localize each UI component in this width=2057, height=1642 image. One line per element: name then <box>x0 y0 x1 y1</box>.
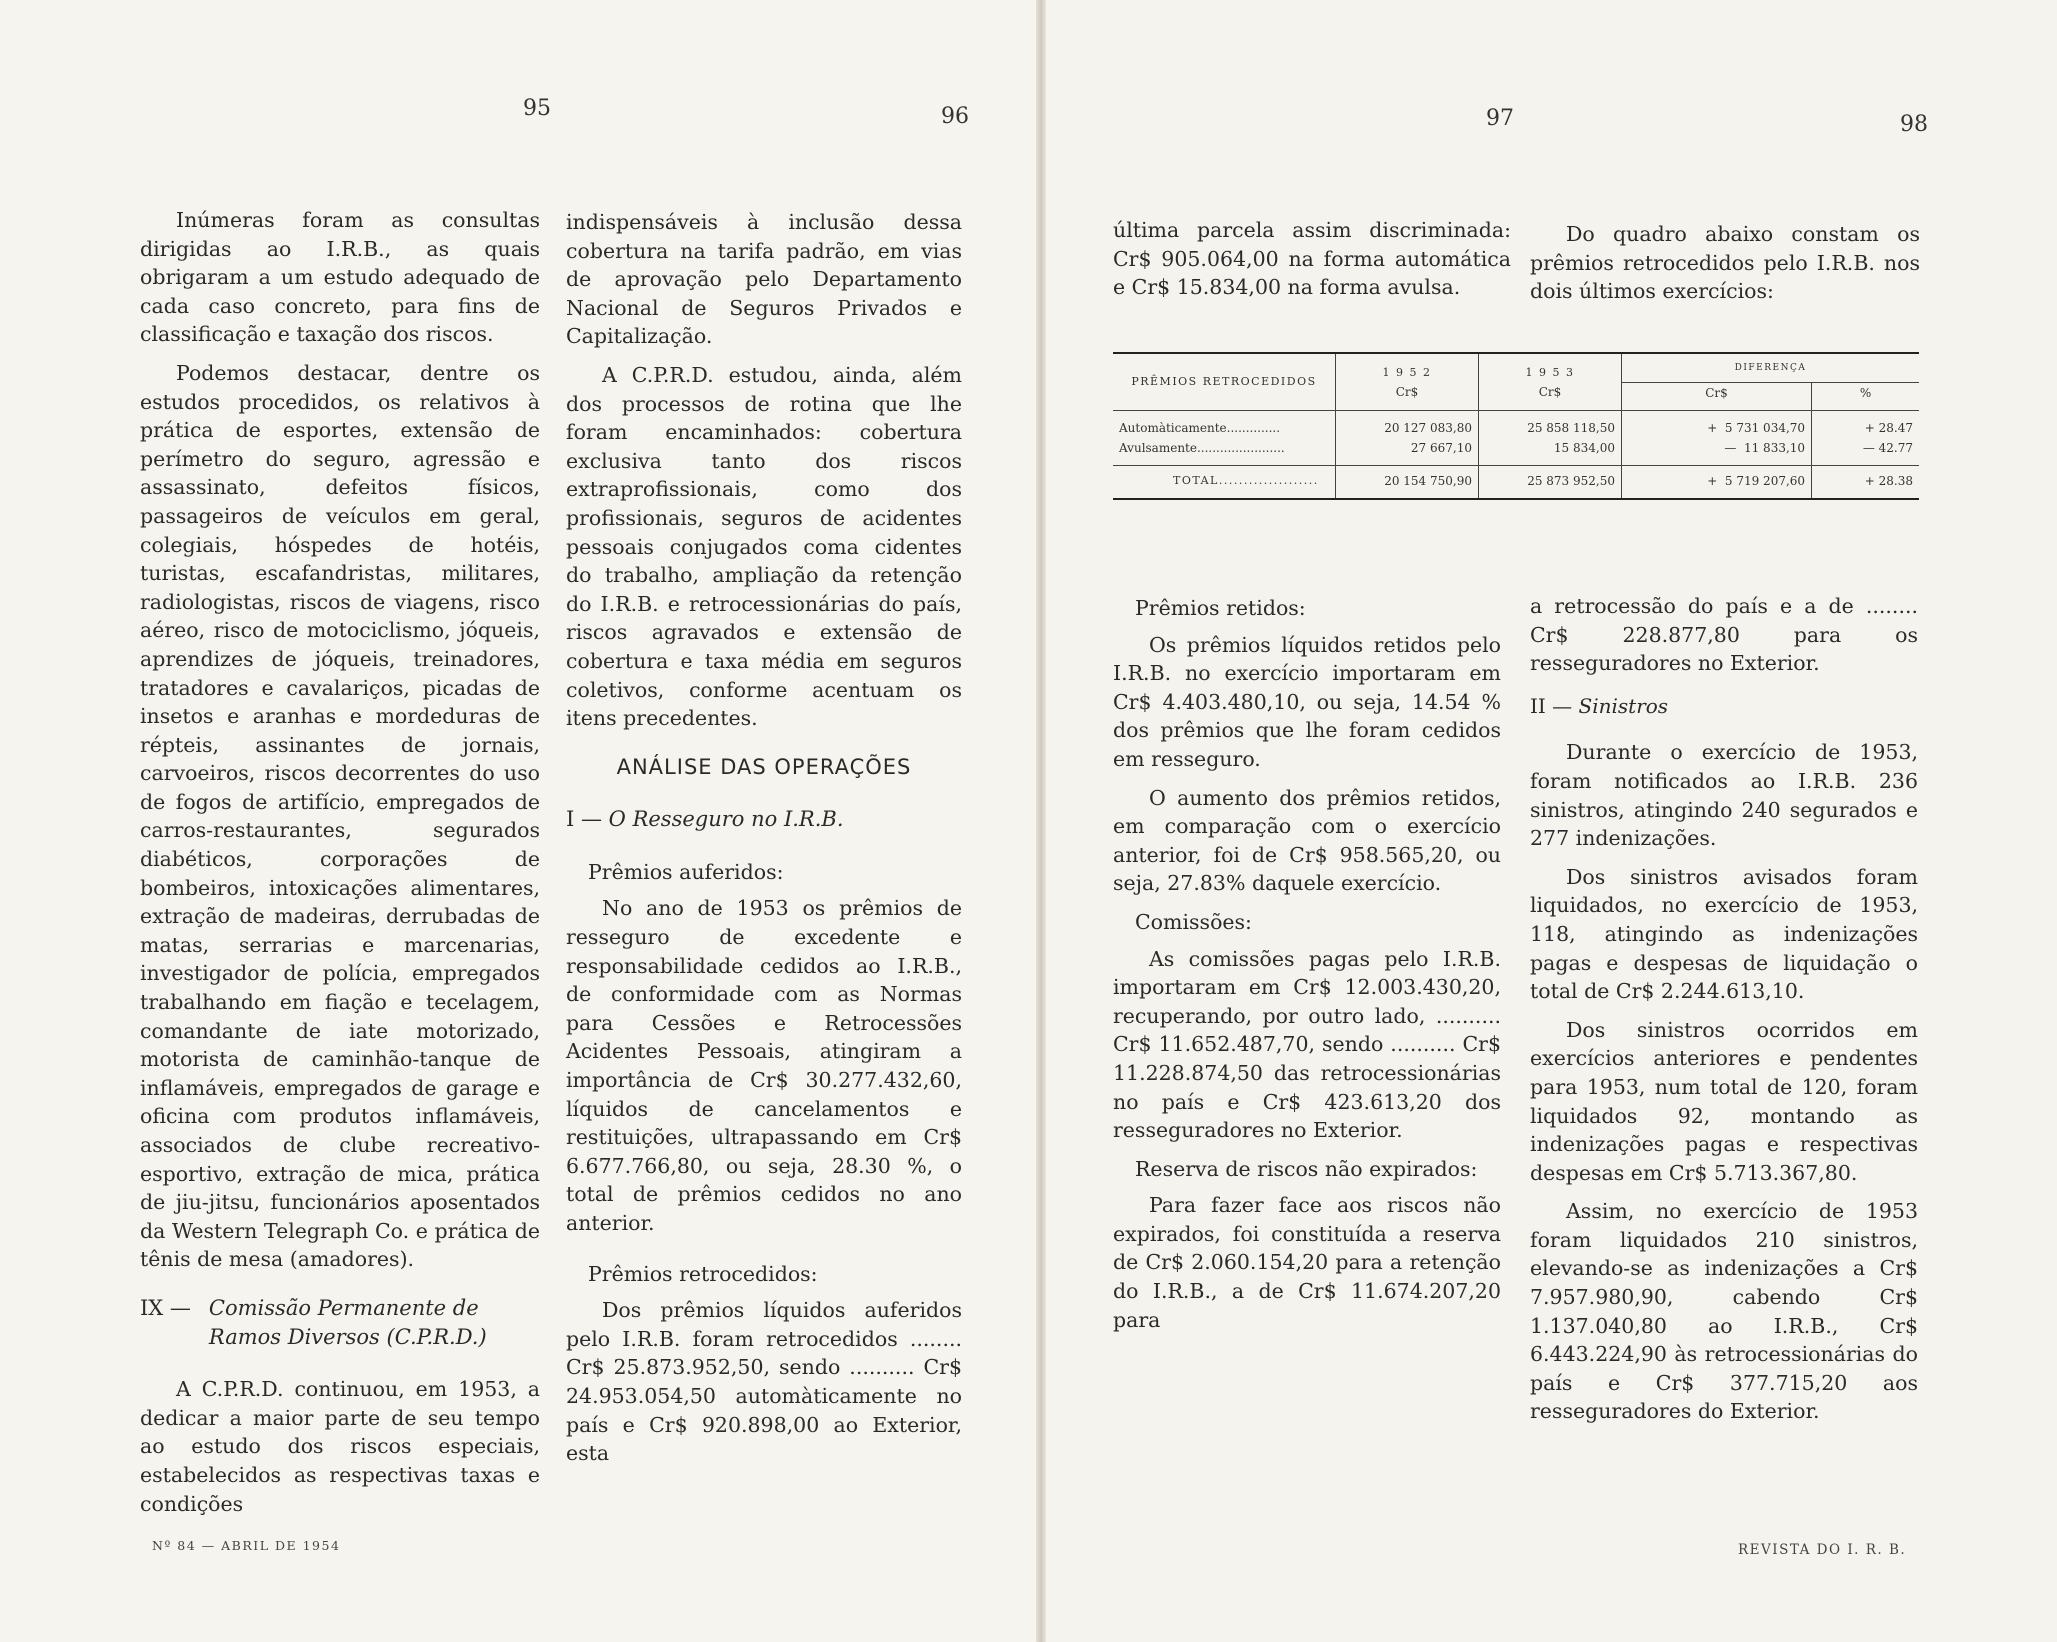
currency-label: Cr$ <box>1336 382 1479 410</box>
percent-label: % <box>1812 382 1919 410</box>
diff-sign: — <box>1724 440 1737 455</box>
paragraph: a retrocessão do país e a de ........ Cr$ 228.877,80 para os resseguradores no Exterior. <box>1530 594 1918 676</box>
paragraph: indispensáveis à inclusão dessa cobertura na tarifa padrão, em vias de aprovação pelo Departamento Nacional de Seguros Privados e Capitalização. <box>566 210 962 349</box>
column-page-97-top <box>1113 216 1511 312</box>
cell-1952: 20 127 083,80 <box>1336 410 1479 438</box>
column-page-95 <box>140 206 540 1528</box>
analysis-heading: ANÁLISE DAS OPERAÇÕES <box>616 754 912 779</box>
paragraph: Inúmeras foram as consultas dirigidas ao I.R.B., as quais obrigaram a um estudo adequado de cada caso concreto, para fins de classificação e taxação dos riscos. <box>140 208 540 347</box>
subheading: Reserva de riscos não expirados: <box>1135 1156 1478 1181</box>
book-spine <box>1036 0 1046 1642</box>
table-row <box>1113 410 1919 438</box>
year-1952: 1 9 5 2 <box>1336 354 1479 382</box>
paragraph: Assim, no exercício de 1953 foram liquidados 210 sinistros, elevando-se as indenizações a Cr$ 7.957.980,90, cabendo Cr$ 1.137.040,80 ao I.R.B., Cr$ 6.443.224,90 às retrocessionárias do país e Cr$ 377.715,20 aos resseguradores do Exterior. <box>1530 1199 1918 1424</box>
paragraph: Dos sinistros ocorridos em exercícios anteriores e pendentes para 1953, num total de 120, foram liquidados 92, montando as indenizações pagas e respectivas despesas em Cr$ 5.713.367,80. <box>1530 1017 1918 1185</box>
paragraph: Os prêmios líquidos retidos pelo I.R.B. no exercício importaram em Cr$ 4.403.480,10, ou seja, 14.54 % dos prêmios que lhe foram cedidos em resseguro. <box>1113 632 1501 771</box>
column-page-98-bottom <box>1530 592 1918 1436</box>
column-page-96 <box>566 208 962 1478</box>
row-label: Automàticamente.............. <box>1113 410 1336 438</box>
paragraph: Durante o exercício de 1953, foram notificados ao I.R.B. 236 sinistros, atingindo 240 segurados e 277 indenizações. <box>1530 740 1918 851</box>
paragraph: Dos prêmios líquidos auferidos pelo I.R.B. foram retrocedidos ........ Cr$ 25.873.952,50, sendo .......... Cr$ 24.953.054,50 automàticamente no país e Cr$ 920.898,00 ao Exterior, esta <box>566 1298 962 1466</box>
paragraph: Podemos destacar, dentre os estudos procedidos, os relativos à prática de esportes, extensão de perímetro do seguro, agressão e assassinato, defeitos físicos, passageiros de veículos em geral, colegiais, hóspedes de hotéis, turistas, escafandristas, militares, radiologistas, riscos de viagens, risco aéreo, risco de motociclismo, jóqueis, aprendizes de jóqueis, treinadores, tratadores e cavalariços, picadas de insetos e aranhas e mordeduras de répteis, assinantes de jornais, carvoeiros, riscos decorrentes do uso de fogos de artifício, empregados de carros-restaurantes, segurados diabéticos, corporações de bombeiros, intoxicações alimentares, extração de madeiras, derrubadas de matas, serrarias e marcenarias, investigador de polícia, empregados trabalhando em fiação e tecelagem, comandante de iate motorizado, motorista de caminhão-tanque de inflamáveis, empregados de garage e oficina com produtos inflamáveis, associados de clube recreativo-esportivo, extração de mica, prática de jiu-jitsu, funcionários aposentados da Western Telegraph Co. e prática de tênis de mesa (amadores). <box>140 360 540 1272</box>
table-total-row <box>1113 465 1919 498</box>
paragraph: No ano de 1953 os prêmios de resseguro de excedente e responsabilidade cedidos ao I.R.B., de conformidade com as Normas para Cessões e Retrocessões Acidentes Pessoais, atingiram a importância de Cr$ 30.277.432,60, líquidos de cancelamentos e restituições, ultrapassando em Cr$ 6.677.766,80, ou seja, 28.30 %, o total de prêmios cedidos no ano anterior. <box>566 896 962 1235</box>
cell-1953: 15 834,00 <box>1479 438 1622 466</box>
subheading: Prêmios auferidos: <box>588 859 784 884</box>
diff-sign: + <box>1707 473 1718 488</box>
total-1953: 25 873 952,50 <box>1479 465 1622 498</box>
cell-1953: 25 858 118,50 <box>1479 410 1622 438</box>
paragraph: Dos sinistros avisados foram liquidados, no exercício de 1953, 118, atingindo as indenizações pagas e despesas de liquidação o total de Cr$ 2.244.613,10. <box>1530 864 1918 1004</box>
paragraph: Do quadro abaixo constam os prêmios retrocedidos pelo I.R.B. nos dois últimos exercícios: <box>1530 222 1920 304</box>
section-title: O Resseguro no I.R.B. <box>608 807 844 832</box>
cell-pct: — 42.77 <box>1812 438 1919 466</box>
row-label: Avulsamente....................... <box>1119 440 1285 455</box>
section-number: I — <box>566 807 602 832</box>
section-title: Sinistros <box>1578 693 1669 718</box>
section-heading-ix <box>140 1294 540 1351</box>
footer-journal: REVISTA DO I. R. B. <box>1738 1542 1907 1558</box>
subheading: Prêmios retidos: <box>1135 596 1306 620</box>
subheading: Prêmios retrocedidos: <box>588 1261 818 1286</box>
paragraph: O aumento dos prêmios retidos, em comparação com o exercício anterior, foi de Cr$ 958.565,20, ou seja, 27.83% daquele exercício. <box>1113 785 1501 896</box>
total-1952: 20 154 750,90 <box>1336 465 1479 498</box>
page-number-97: 97 <box>1486 106 1514 131</box>
cell-diff <box>1622 438 1812 466</box>
total-pct: + 28.38 <box>1812 465 1919 498</box>
currency-label: Cr$ <box>1479 382 1622 410</box>
diff-value: 5 719 207,60 <box>1724 473 1806 488</box>
premios-retrocedidos-table <box>1113 352 1919 500</box>
page-number-95: 95 <box>523 96 551 121</box>
paragraph: As comissões pagas pelo I.R.B. importaram em Cr$ 12.003.430,20, recuperando, por outro lado, .......... Cr$ 11.652.487,70, sendo .......... Cr$ 11.228.874,50 das retrocessionárias no país e Cr$ 423.613,20 dos resseguradores no Exterior. <box>1113 946 1501 1143</box>
diff-value: 5 731 034,70 <box>1724 420 1806 435</box>
section-heading-ii <box>1530 692 1918 721</box>
section-title: Comissão Permanente de Ramos Diversos (C.P.R.D.) <box>208 1295 487 1349</box>
currency-label: Cr$ <box>1622 382 1812 410</box>
footer-issue: Nº 84 — ABRIL DE 1954 <box>152 1538 341 1553</box>
diff-sign: + <box>1707 420 1718 435</box>
paragraph: A C.P.R.D. continuou, em 1953, a dedicar a maior parte de seu tempo ao estudo dos riscos especiais, estabelecidos as respectivas taxas e condições <box>140 1377 540 1516</box>
total-diff <box>1622 465 1812 498</box>
cell-pct: + 28.47 <box>1812 410 1919 438</box>
paragraph: última parcela assim discriminada: Cr$ 905.064,00 na forma automática e Cr$ 15.834,00 na forma avulsa. <box>1113 218 1511 300</box>
subheading: Comissões: <box>1135 909 1252 934</box>
diff-value: 11 833,10 <box>1743 440 1806 455</box>
table-row <box>1113 438 1919 466</box>
column-page-97-bottom <box>1113 594 1501 1344</box>
section-heading-i <box>566 805 962 834</box>
total-label: TOTAL.................... <box>1113 465 1336 498</box>
paragraph: A C.P.R.D. estudou, ainda, além dos processos de rotina que lhe foram encaminhados: cobertura exclusiva tanto dos riscos extraprofissionais, como dos profissionais, seguros de acidentes pessoais conjugados coma cidentes do trabalho, ampliação da retenção do I.R.B. e retrocessionárias do país, riscos agravados e extensão de cobertura e taxa média em seguros coletivos, conforme acentuam os itens precedentes. <box>566 362 962 731</box>
diff-header: DIFERENÇA <box>1622 354 1920 382</box>
year-1953: 1 9 5 3 <box>1479 354 1622 382</box>
cell-diff <box>1622 410 1812 438</box>
paragraph: Para fazer face aos riscos não expirados, foi constituída a reserva de Cr$ 2.060.154,20 para a retenção do I.R.B., a de Cr$ 11.674.207,20 para <box>1113 1193 1501 1332</box>
section-number: II — <box>1530 693 1573 718</box>
page-number-96: 96 <box>941 104 969 129</box>
page-number-98: 98 <box>1900 112 1928 137</box>
column-page-98-top <box>1530 220 1920 316</box>
table-header-label: PRÊMIOS RETROCEDIDOS <box>1131 375 1317 389</box>
section-number: IX — <box>140 1295 191 1320</box>
cell-1952: 27 667,10 <box>1336 438 1479 466</box>
